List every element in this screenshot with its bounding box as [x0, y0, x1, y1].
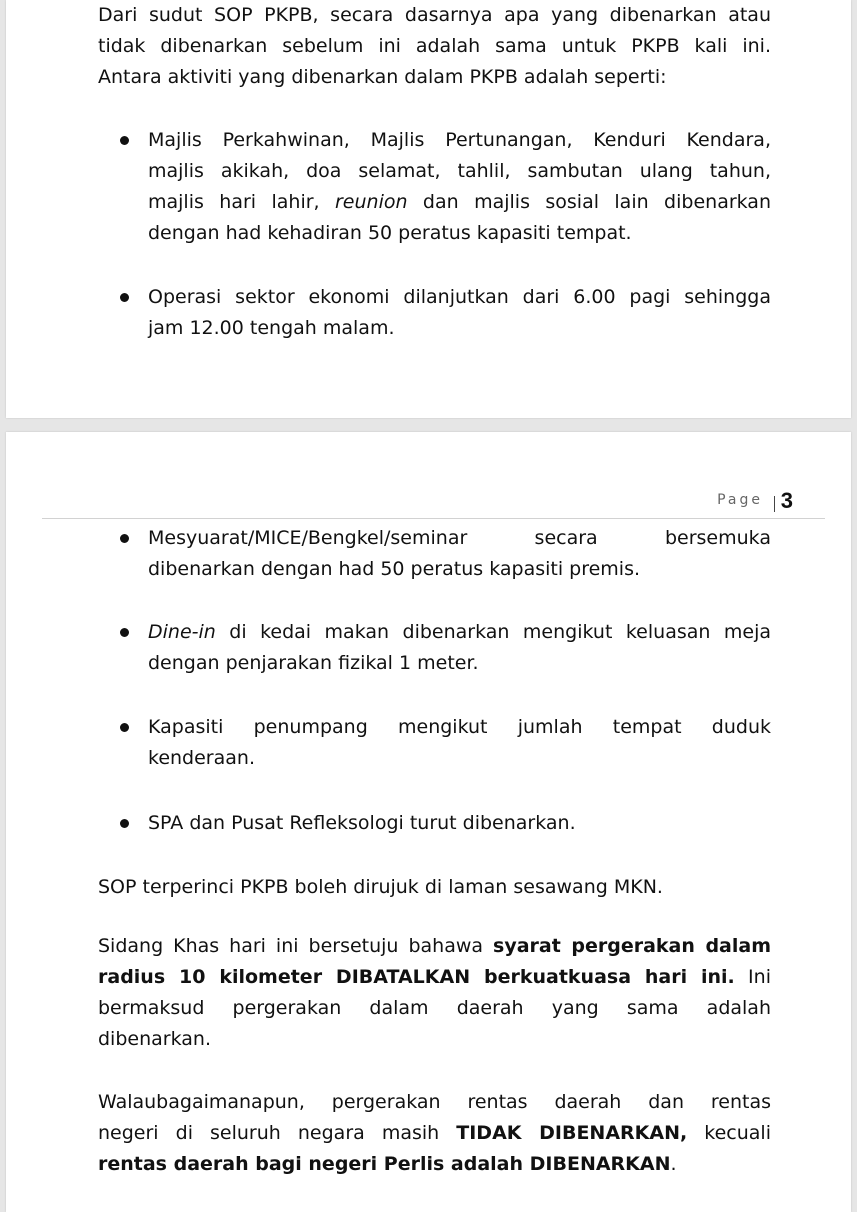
text-run: kecuali — [687, 1122, 771, 1144]
bullet-line — [148, 187, 771, 218]
bullet-icon — [120, 136, 129, 145]
bold-text: TIDAK DIBENARKAN, — [456, 1122, 688, 1144]
bold-text: radius 10 kilometer DIBATALKAN berkuatkuasa hari ini. — [98, 966, 735, 988]
bullet-item-spa — [148, 808, 771, 839]
bullet-line: Operasi sektor ekonomi dilanjutkan dari 6.00 pagi sehingga — [148, 286, 771, 308]
page-separator — [774, 496, 775, 512]
walaubagaimanapun-paragraph — [98, 1087, 771, 1180]
bullet-icon — [120, 293, 129, 302]
text-run: Ini — [734, 966, 771, 988]
paragraph-line — [98, 962, 771, 993]
bullet-line: jam 12.00 tengah malam. — [148, 317, 395, 339]
bullet-line: dengan had kehadiran 50 peratus kapasiti tempat. — [148, 222, 632, 244]
intro-line-1: Dari sudut SOP PKPB, secara dasarnya apa yang dibenarkan atau — [98, 4, 771, 26]
bullet-line — [148, 617, 771, 648]
intro-line-2: tidak dibenarkan sebelum ini adalah sama untuk PKPB kali ini. — [98, 35, 771, 57]
bullet-item-kapasiti — [148, 712, 771, 774]
paragraph-line: dibenarkan. — [98, 1028, 211, 1050]
document-page-bottom — [6, 432, 851, 1212]
sop-paragraph — [98, 872, 771, 903]
page-label: Page — [717, 492, 763, 508]
italic-term: reunion — [334, 191, 408, 213]
page-number: 3 — [780, 488, 793, 513]
bullet-line: kenderaan. — [148, 747, 255, 769]
bullet-item-majlis — [148, 125, 771, 249]
text-run: negeri di seluruh negara masih — [98, 1122, 457, 1144]
bullet-icon — [120, 628, 129, 637]
text-run: Sidang Khas hari ini bersetuju bahawa — [98, 935, 494, 957]
bullet-line: Mesyuarat/MICE/Bengkel/seminar secara bersemuka — [148, 527, 771, 549]
bullet-line: dibenarkan dengan had 50 peratus kapasiti premis. — [148, 558, 641, 580]
document-page-top — [6, 0, 851, 418]
bullet-icon — [120, 534, 129, 543]
bullet-icon — [120, 819, 129, 828]
bullet-item-dine-in — [148, 617, 771, 679]
bullet-line: SPA dan Pusat Refleksologi turut dibenarkan. — [148, 812, 576, 834]
paragraph-line — [98, 931, 771, 962]
sop-text: SOP terperinci PKPB boleh dirujuk di laman sesawang MKN. — [98, 876, 663, 898]
bullet-item-mesyuarat — [148, 523, 771, 585]
header-divider — [42, 518, 825, 519]
bullet-line: majlis akikah, doa selamat, tahlil, sambutan ulang tahun, — [148, 160, 771, 182]
bold-text: syarat pergerakan dalam — [493, 935, 771, 957]
bullet-line: dengan penjarakan fizikal 1 meter. — [148, 652, 479, 674]
paragraph-line: bermaksud pergerakan dalam daerah yang sama adalah — [98, 997, 771, 1019]
intro-line-3: Antara aktiviti yang dibenarkan dalam PKPB adalah seperti: — [98, 66, 667, 88]
italic-term: Dine-in — [148, 621, 216, 643]
text-run: majlis hari lahir, — [148, 191, 335, 213]
text-run: dan majlis sosial lain dibenarkan — [407, 191, 771, 213]
paragraph-line — [98, 1149, 771, 1180]
bold-text: rentas daerah bagi negeri Perlis adalah DIBENARKAN — [98, 1153, 671, 1175]
intro-paragraph — [98, 0, 771, 93]
paragraph-line — [98, 1118, 771, 1149]
bullet-item-operasi — [148, 282, 771, 344]
text-run: di kedai makan dibenarkan mengikut keluasan meja — [215, 621, 771, 643]
bullet-line: Kapasiti penumpang mengikut jumlah tempat duduk — [148, 716, 771, 738]
sidang-paragraph — [98, 931, 771, 1055]
paragraph-line: Walaubagaimanapun, pergerakan rentas daerah dan rentas — [98, 1091, 771, 1113]
text-run: . — [670, 1153, 677, 1175]
bullet-line: Majlis Perkahwinan, Majlis Pertunangan, Kenduri Kendara, — [148, 129, 771, 151]
bullet-icon — [120, 723, 129, 732]
